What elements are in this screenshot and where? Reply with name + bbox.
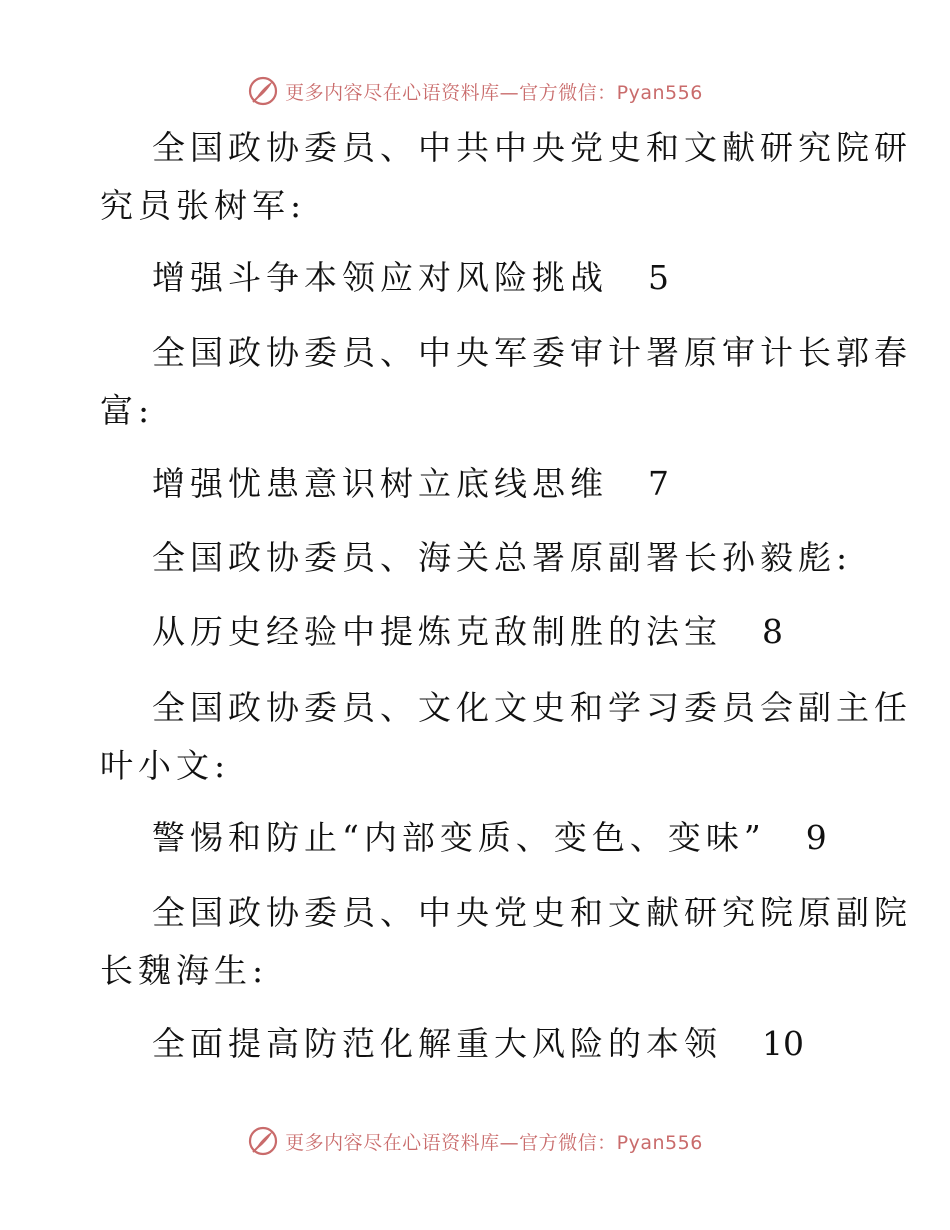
toc-entry-title-row — [152, 454, 669, 514]
toc-entry-title: 从历史经验中提炼克敌制胜的法宝 — [152, 612, 722, 651]
toc-entry-title-row — [152, 808, 827, 868]
toc-entry-title: 警惕和防止“内部变质、变色、变味” — [152, 818, 766, 857]
watermark-header — [0, 71, 950, 111]
author-line-continued: 富: — [100, 391, 155, 430]
toc-page-number: 9 — [805, 818, 827, 857]
author-line-continued: 叶小文: — [100, 746, 231, 785]
author-line: 全国政协委员、中央军委审计署原审计长郭春 — [152, 333, 912, 372]
author-line: 全国政协委员、中共中央党史和文献研究院研 — [152, 128, 912, 167]
toc-page-number: 7 — [648, 464, 669, 503]
author-line: 全国政协委员、海关总署原副署长孙毅彪: — [152, 538, 853, 577]
toc-entry-title: 增强忧患意识树立底线思维 — [152, 464, 608, 503]
author-line: 全国政协委员、中央党史和文献研究院原副院 — [152, 893, 912, 932]
author-line-continued: 长魏海生: — [100, 951, 269, 990]
toc-entry-title-row — [152, 602, 783, 662]
toc-entry-title: 全面提高防范化解重大风险的本领 — [152, 1024, 722, 1063]
toc-entry-title-row — [152, 248, 669, 308]
watermark-footer — [0, 1121, 950, 1161]
author-line-continued: 究员张树军: — [100, 186, 307, 225]
toc-page-number: 8 — [762, 612, 783, 651]
toc-entry-title: 增强斗争本领应对风险挑战 — [152, 258, 608, 297]
author-line: 全国政协委员、文化文史和学习委员会副主任 — [152, 688, 912, 727]
quill-pen-logo-icon — [247, 1125, 279, 1157]
toc-entry-title-row — [152, 1014, 804, 1074]
watermark-text: 更多内容尽在心语资料库—官方微信：Pyan556 — [285, 1131, 703, 1154]
watermark-text: 更多内容尽在心语资料库—官方微信：Pyan556 — [285, 81, 703, 104]
toc-page-number: 5 — [648, 258, 669, 297]
quill-pen-logo-icon — [247, 75, 279, 107]
toc-page-number: 10 — [762, 1024, 804, 1063]
